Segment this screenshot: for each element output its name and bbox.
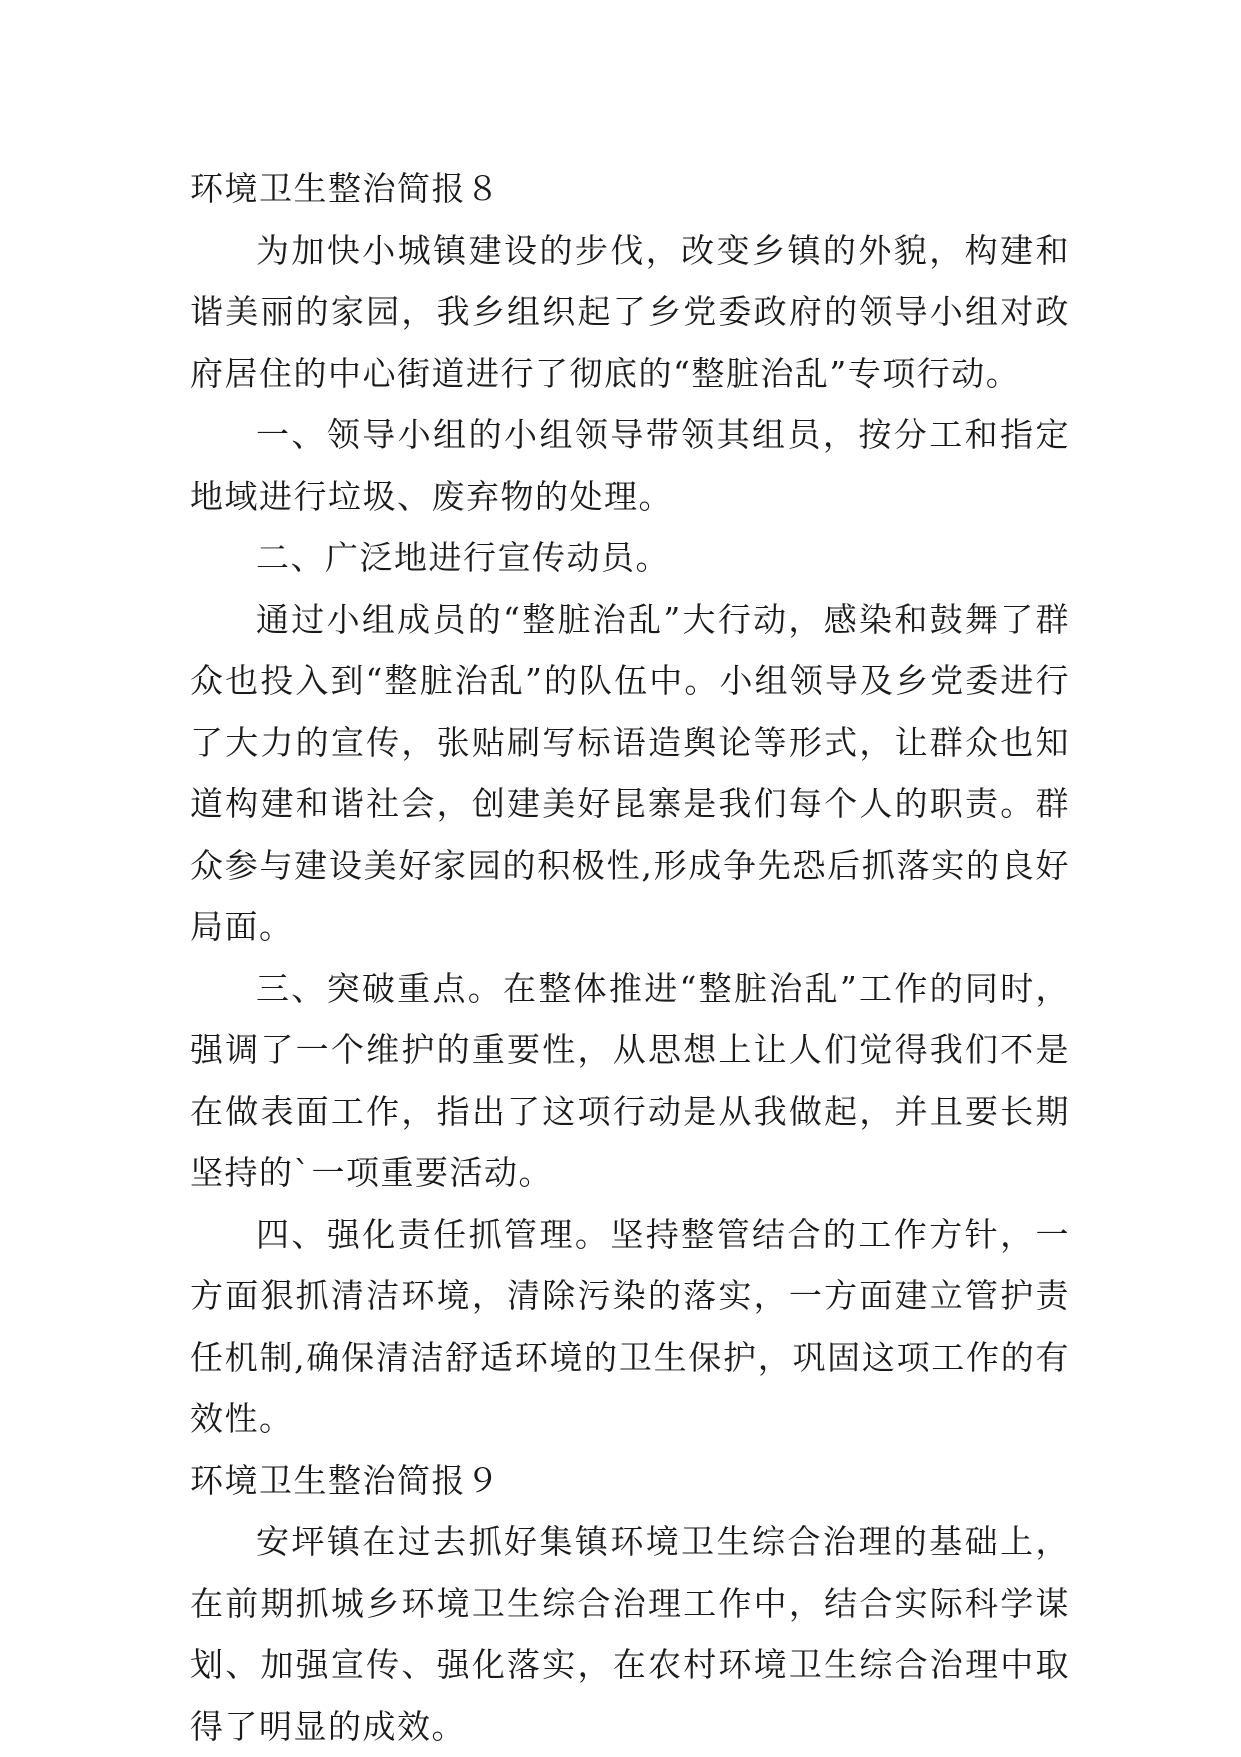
paragraph-item-1: 一、领导小组的小组领导带领其组员，按分工和指定地域进行垃圾、废弃物的处理。 [190,415,1070,516]
document-body [190,158,1070,1757]
section-title-9: 环境卫生整治简报９ [190,1460,501,1500]
paragraph-intro: 为加快小城镇建设的步伐，改变乡镇的外貌，构建和谐美丽的家园，我乡组织起了乡党委政府的领导小组对政府居住的中心街道进行了彻底的“整脏治乱”专项行动。 [190,230,1070,393]
paragraph-publicity: 通过小组成员的“整脏治乱”大行动，感染和鼓舞了群众也投入到“整脏治乱”的队伍中。小组领导及乡党委进行了大力的宣传，张贴刷写标语造舆论等形式，让群众也知道构建和谐社会，创建美好昆寨是我们每个人的职责。群众参与建设美好家园的积极性,形成争先恐后抓落实的良好局面。 [190,599,1070,946]
paragraph-item-4: 四、强化责任抓管理。坚持整管结合的工作方针，一方面狠抓清洁环境，清除污染的落实，一方面建立管护责任机制,确保清洁舒适环境的卫生保护，巩固这项工作的有效性。 [190,1214,1070,1438]
paragraph-item-2: 二、广泛地进行宣传动员。 [256,538,670,577]
paragraph-anping: 安坪镇在过去抓好集镇环境卫生综合治理的基础上，在前期抓城乡环境卫生综合治理工作中，结合实际科学谋划、加强宣传、强化落实，在农村环境卫生综合治理中取得了明显的成效。 [190,1522,1070,1746]
section-title-8: 环境卫生整治简报８ [190,169,501,208]
paragraph-item-3: 三、突破重点。在整体推进“整脏治乱”工作的同时，强调了一个维护的重要性，从思想上让人们觉得我们不是在做表面工作，指出了这项行动是从我做起，并且要长期坚持的`一项重要活动。 [190,968,1070,1192]
